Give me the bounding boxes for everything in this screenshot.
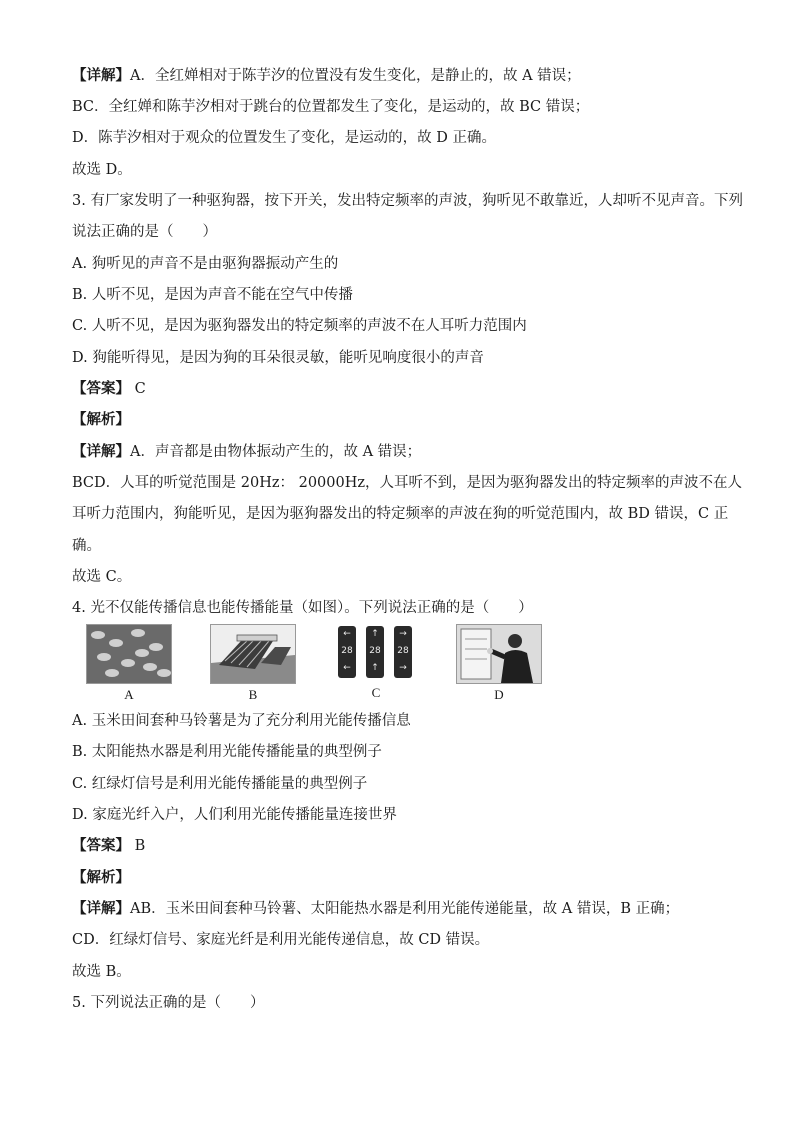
fiber-technician-image (456, 624, 542, 684)
explanation-line: 确。 (72, 538, 101, 554)
text-line: BC．全红婵和陈芋汐相对于跳台的位置都发生了变化，是运动的，故 BC 错误； (72, 99, 590, 115)
option-d: D. 狗能听得见，是因为狗的耳朵很灵敏，能听见响度很小的声音 (72, 350, 484, 366)
text-line: 【详解】A．全红婵相对于陈芋汐的位置没有发生变化，是静止的，故 A 错误； (72, 68, 581, 84)
solar-water-heater-image (210, 624, 296, 684)
option-c: C. 人听不见，是因为驱狗器发出的特定频率的声波不在人耳听力范围内 (72, 318, 527, 334)
figure-d (456, 624, 542, 703)
choice-line: 故选 B。 (72, 964, 131, 980)
explanation-line: 【详解】A．声音都是由物体振动产生的，故 A 错误； (72, 444, 422, 460)
option-a: A. 玉米田间套种马铃薯是为了充分利用光能传播信息 (72, 713, 411, 729)
explanation-line: 【详解】AB．玉米田间套种马铃薯、太阳能热水器是利用光能传递能量，故 A 错误，B 正确； (72, 901, 680, 917)
crop-field-image (86, 624, 172, 684)
choice-line: 故选 C。 (72, 569, 132, 585)
explanation-line: 耳听力范围内，狗能听见，是因为驱狗器发出的特定频率的声波在狗的听觉范围内，故 BD 错误，C 正 (72, 506, 729, 522)
option-b: B. 太阳能热水器是利用光能传播能量的典型例子 (72, 744, 382, 760)
text-line: D．陈芋汐相对于观众的位置发生了变化，是运动的，故 D 正确。 (72, 130, 496, 146)
answer-line: 【答案】 C (72, 381, 146, 397)
question-5-stem: 5. 下列说法正确的是（ ） (72, 995, 265, 1011)
explanation-line: CD．红绿灯信号、家庭光纤是利用光能传递信息，故 CD 错误。 (72, 932, 490, 948)
question-3-stem: 3. 有厂家发明了一种驱狗器，按下开关，发出特定频率的声波，狗听见不敢靠近，人却听不见声音。下列 (72, 193, 743, 209)
question-4-figures (86, 624, 556, 704)
option-b: B. 人听不见，是因为声音不能在空气中传播 (72, 287, 353, 303)
answer-line: 【答案】 B (72, 838, 146, 854)
question-4-stem: 4. 光不仅能传播信息也能传播能量（如图）。下列说法正确的是（ ） (72, 600, 533, 616)
analysis-heading: 【解析】 (72, 412, 130, 428)
figure-b-caption: B (248, 687, 258, 702)
figure-c (334, 624, 418, 701)
option-a: A. 狗听见的声音不是由驱狗器振动产生的 (72, 256, 339, 272)
analysis-heading: 【解析】 (72, 870, 130, 886)
question-3-stem-cont: 说法正确的是（ ） (72, 224, 217, 240)
figure-a-caption: A (124, 687, 134, 702)
figure-d-caption: D (494, 687, 504, 702)
option-c: C. 红绿灯信号是利用光能传播能量的典型例子 (72, 776, 368, 792)
explanation-line: BCD．人耳的听觉范围是 20Hz： 20000Hz，人耳听不到，是因为驱狗器发出的特定频率的声波不在人 (72, 475, 743, 491)
text-line: 故选 D。 (72, 162, 132, 178)
option-d: D. 家庭光纤入户，人们利用光能传播能量连接世界 (72, 807, 397, 823)
figure-c-caption: C (371, 685, 381, 700)
figure-b (210, 624, 296, 703)
traffic-signal-image: ← 28 ← ↑ 28 ↑ → 28 → (334, 624, 418, 682)
figure-a (86, 624, 172, 703)
